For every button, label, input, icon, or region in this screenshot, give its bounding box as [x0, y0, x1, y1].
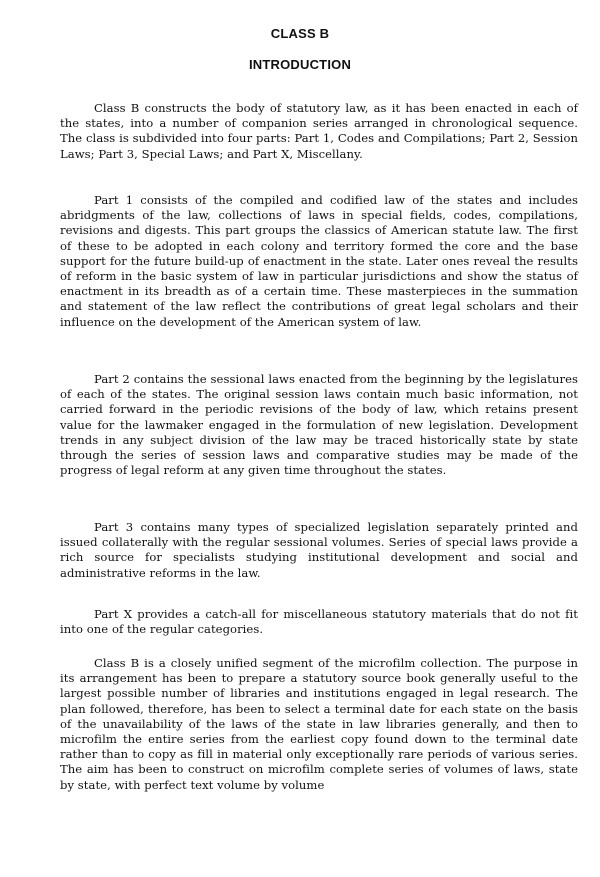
paragraph-part-3: Part 3 contains many types of specialized legislation separately printed and issued collaterally with the regular sessional volumes. Series of special laws provide a rich source for specialists studying institutional development and social and administrative reforms in the law. — [60, 520, 578, 580]
paragraph-class-b-unified: Class B is a closely unified segment of the microfilm collection. The purpose in its arrangement has been to prepare a statutory source book generally useful to the largest possible number of libraries and institutions engaged in legal research. The plan followed, therefore, has been to select a terminal date for each state on the basis of the unavailability of the laws of the state in law libraries generally, and then to microfilm the entire series from the earliest copy found down to the terminal date rather than to copy as fill in material only exceptionally rare periods of various series. The aim has been to construct on microfilm complete series of volumes of laws, state by state, with perfect text volume by volume — [60, 656, 578, 792]
section-heading: INTRODUCTION — [248, 57, 352, 72]
paragraph-part-1: Part 1 consists of the compiled and codified law of the states and includes abridgments of the law, collections of laws in special fields, codes, compilations, revisions and digests. This part groups the classics of American statute law. The first of these to be adopted in each colony and territory formed the core and the base support for the future build-up of enactment in the state. Later ones reveal the results of reform in the basic system of law in particular jurisdictions and show the status of enactment in its breadth as of a certain time. These masterpieces in the summation and statement of the law reflect the contributions of great legal scholars and their influence on the development of the American system of law. — [60, 193, 578, 329]
paragraph-part-2: Part 2 contains the sessional laws enacted from the beginning by the legislatures of each of the states. The original session laws contain much basic information, not carried forward in the periodic revisions of the body of law, which retains present value for the lawmaker engaged in the formulation of new legislation. Development trends in any subject division of the law may be traced historically state by state through the series of session laws and comparative studies may be made of the progress of legal reform at any given time throughout the states. — [60, 372, 578, 478]
class-heading: CLASS B — [270, 26, 330, 41]
paragraph-part-x: Part X provides a catch-all for miscellaneous statutory materials that do not fit into one of the regular categories. — [60, 607, 578, 637]
paragraph-class-overview: Class B constructs the body of statutory law, as it has been enacted in each of the states, into a number of companion series arranged in chronological sequence. The class is subdivided into four parts: Part 1, Codes and Compilations; Part 2, Session Laws; Part 3, Special Laws; and Part X, Miscellany. — [60, 101, 578, 161]
